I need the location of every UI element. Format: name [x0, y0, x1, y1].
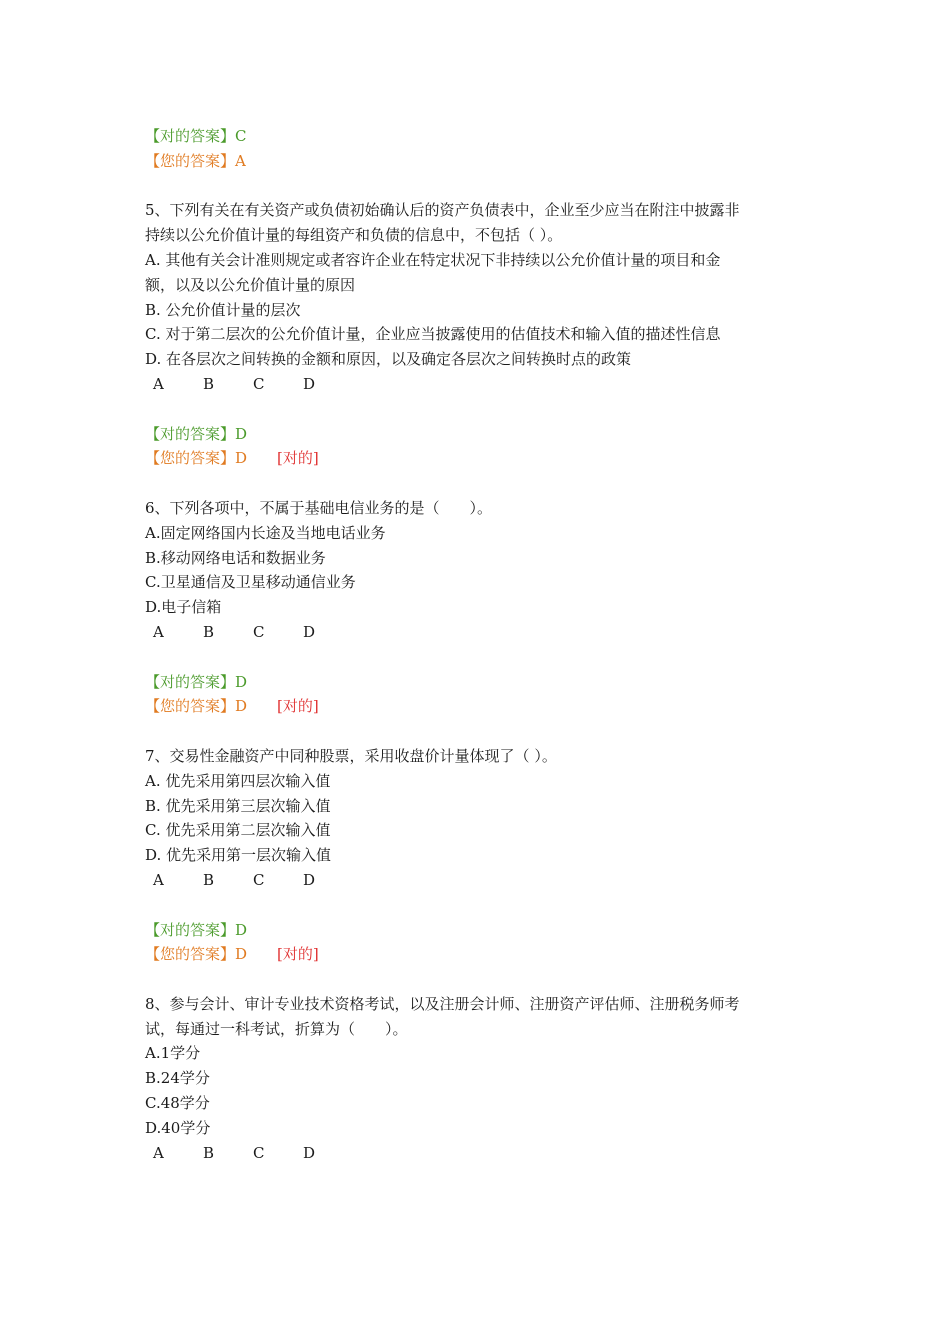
result-mark: [对的]	[277, 697, 319, 716]
choice-c[interactable]: C	[253, 1143, 265, 1162]
option-a: A.固定网络国内长途及当地电话业务	[145, 523, 386, 542]
option-a: A.1学分	[145, 1044, 201, 1063]
option-b: B.24学分	[145, 1069, 210, 1088]
choice-c[interactable]: C	[253, 870, 265, 889]
choice-d[interactable]: D	[303, 870, 316, 889]
question-stem: 7、交易性金融资产中同种股票，采用收盘价计量体现了（ ）。	[145, 746, 557, 765]
choice-a[interactable]: A	[153, 870, 164, 889]
choice-c[interactable]: C	[253, 374, 265, 393]
option-c: C.卫星通信及卫星移动通信业务	[145, 573, 356, 592]
option-c: C. 对于第二层次的公允价值计量，企业应当披露使用的估值技术和输入值的描述性信息	[145, 325, 721, 344]
choice-a[interactable]: A	[153, 1143, 164, 1162]
correct-answer-value: D	[235, 424, 248, 443]
correct-answer-label: 【对的答案】	[145, 424, 236, 443]
option-b: B. 优先采用第三层次输入值	[145, 796, 331, 815]
choice-row	[145, 372, 825, 397]
question-stem: 试，每通过一科考试，折算为（ ）。	[145, 1019, 408, 1038]
correct-answer-row	[145, 422, 825, 447]
choice-row	[145, 1141, 825, 1166]
choice-d[interactable]: D	[303, 374, 316, 393]
option-d: D. 优先采用第一层次输入值	[145, 846, 332, 865]
option-d: D. 在各层次之间转换的金额和原因，以及确定各层次之间转换时点的政策	[145, 350, 632, 369]
correct-answer-label: 【对的答案】	[145, 127, 236, 145]
option-d: D.电子信箱	[145, 598, 222, 617]
choice-row	[145, 868, 825, 893]
correct-answer-row	[145, 918, 825, 943]
your-answer-row	[145, 446, 825, 471]
choice-b[interactable]: B	[203, 870, 215, 889]
correct-answer-row	[145, 124, 825, 149]
question-stem: 5、下列有关在有关资产或负债初始确认后的资产负债表中，企业至少应当在附注中披露非	[145, 201, 740, 220]
correct-answer-value: C	[235, 127, 247, 145]
choice-d[interactable]: D	[303, 1143, 316, 1162]
option-c: C.48学分	[145, 1094, 210, 1113]
option-a: A. 优先采用第四层次输入值	[145, 771, 331, 790]
correct-answer-value: D	[235, 672, 248, 691]
choice-a[interactable]: A	[153, 374, 164, 393]
your-answer-label: 【您的答案】	[145, 945, 236, 964]
your-answer-label: 【您的答案】	[145, 151, 236, 170]
choice-b[interactable]: B	[203, 1143, 215, 1162]
choice-b[interactable]: B	[203, 374, 215, 393]
your-answer-row	[145, 694, 825, 719]
your-answer-row	[145, 149, 825, 174]
option-b: B.移动网络电话和数据业务	[145, 548, 326, 567]
choice-row	[145, 620, 825, 645]
question-stem: 8、参与会计、审计专业技术资格考试，以及注册会计师、注册资产评估师、注册税务师考	[145, 994, 740, 1013]
your-answer-label: 【您的答案】	[145, 449, 236, 468]
correct-answer-label: 【对的答案】	[145, 920, 236, 939]
your-answer-label: 【您的答案】	[145, 697, 236, 716]
result-mark: [对的]	[277, 449, 319, 468]
choice-a[interactable]: A	[153, 622, 164, 641]
choice-b[interactable]: B	[203, 622, 215, 641]
correct-answer-value: D	[235, 920, 248, 939]
your-answer-value: D	[235, 945, 248, 964]
your-answer-value: A	[235, 151, 246, 170]
your-answer-row	[145, 942, 825, 967]
option-c: C. 优先采用第二层次输入值	[145, 821, 331, 840]
option-a: 额，以及以公允价值计量的原因	[145, 275, 356, 294]
correct-answer-row	[145, 670, 825, 695]
your-answer-value: D	[235, 449, 248, 468]
question-stem: 持续以公允价值计量的每组资产和负债的信息中，不包括（ ）。	[145, 226, 563, 245]
question-stem: 6、下列各项中，不属于基础电信业务的是（ ）。	[145, 498, 493, 517]
option-a: A. 其他有关会计准则规定或者容许企业在特定状况下非持续以公允价值计量的项目和金	[145, 250, 721, 269]
option-b: B. 公允价值计量的层次	[145, 300, 301, 319]
your-answer-value: D	[235, 697, 248, 716]
option-d: D.40学分	[145, 1118, 211, 1137]
exam-page	[145, 124, 825, 1165]
result-mark: [对的]	[277, 945, 319, 964]
choice-c[interactable]: C	[253, 622, 265, 641]
choice-d[interactable]: D	[303, 622, 316, 641]
correct-answer-label: 【对的答案】	[145, 672, 236, 691]
